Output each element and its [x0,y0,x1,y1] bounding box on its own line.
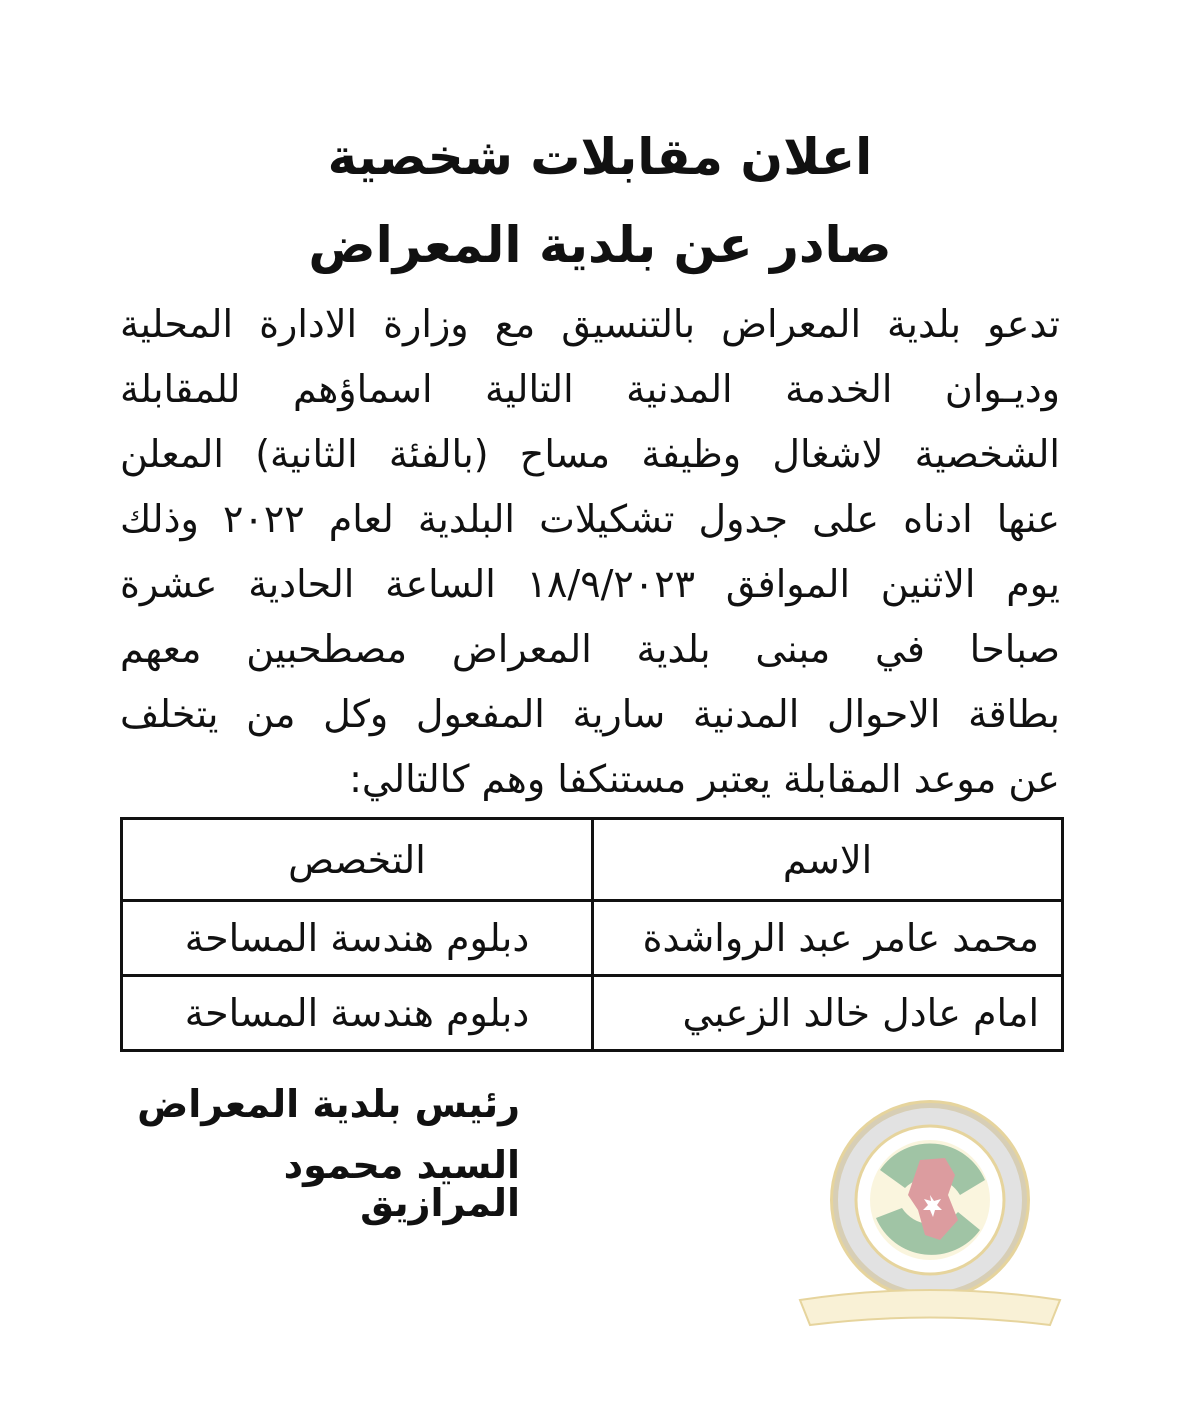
column-header-specialization: التخصص [122,819,593,901]
body-line: تدعو بلدية المعراض بالتنسيق مع وزارة الادارة المحلية [120,302,1060,346]
body-line: وديـوان الخدمة المدنية التالية اسماؤهم للمقابلة [120,367,1060,411]
candidate-name: محمد عامر عبد الرواشدة [593,901,1063,976]
candidate-name: امام عادل خالد الزعبي [593,976,1063,1051]
signatory-name: السيد محمود المرازيق [283,1143,520,1225]
candidate-specialization: دبلوم هندسة المساحة [122,976,593,1051]
table-row [122,901,1063,976]
announcement-title: اعلان مقابلات شخصية [327,128,873,186]
announcement-body [120,292,1060,812]
body-line: الشخصية لاشغال وظيفة مساح (بالفئة الثانية) المعلن [120,432,1060,476]
column-header-name: الاسم [593,819,1063,901]
body-line: صباحا في مبنى بلدية المعراض مصطحبين معهم [120,627,1060,671]
candidates-table [120,817,1064,1052]
table-header-row [122,819,1063,901]
body-line: يوم الاثنين الموافق ١٨/٩/٢٠٢٣ الساعة الحادية عشرة [120,562,1060,606]
civil-service-bureau-seal [780,1100,1080,1340]
signatory-title: رئيس بلدية المعراض [137,1082,520,1126]
table-row [122,976,1063,1051]
body-line: عنها ادناه على جدول تشكيلات البلدية لعام ٢٠٢٢ وذلك [120,497,1060,541]
candidate-specialization: دبلوم هندسة المساحة [122,901,593,976]
announcement-subtitle: صادر عن بلدية المعراض [308,216,892,274]
body-line: عن موعد المقابلة يعتبر مستنكفا وهم كالتالي: [349,757,1060,801]
body-line: بطاقة الاحوال المدنية سارية المفعول وكل من يتخلف [120,692,1060,736]
